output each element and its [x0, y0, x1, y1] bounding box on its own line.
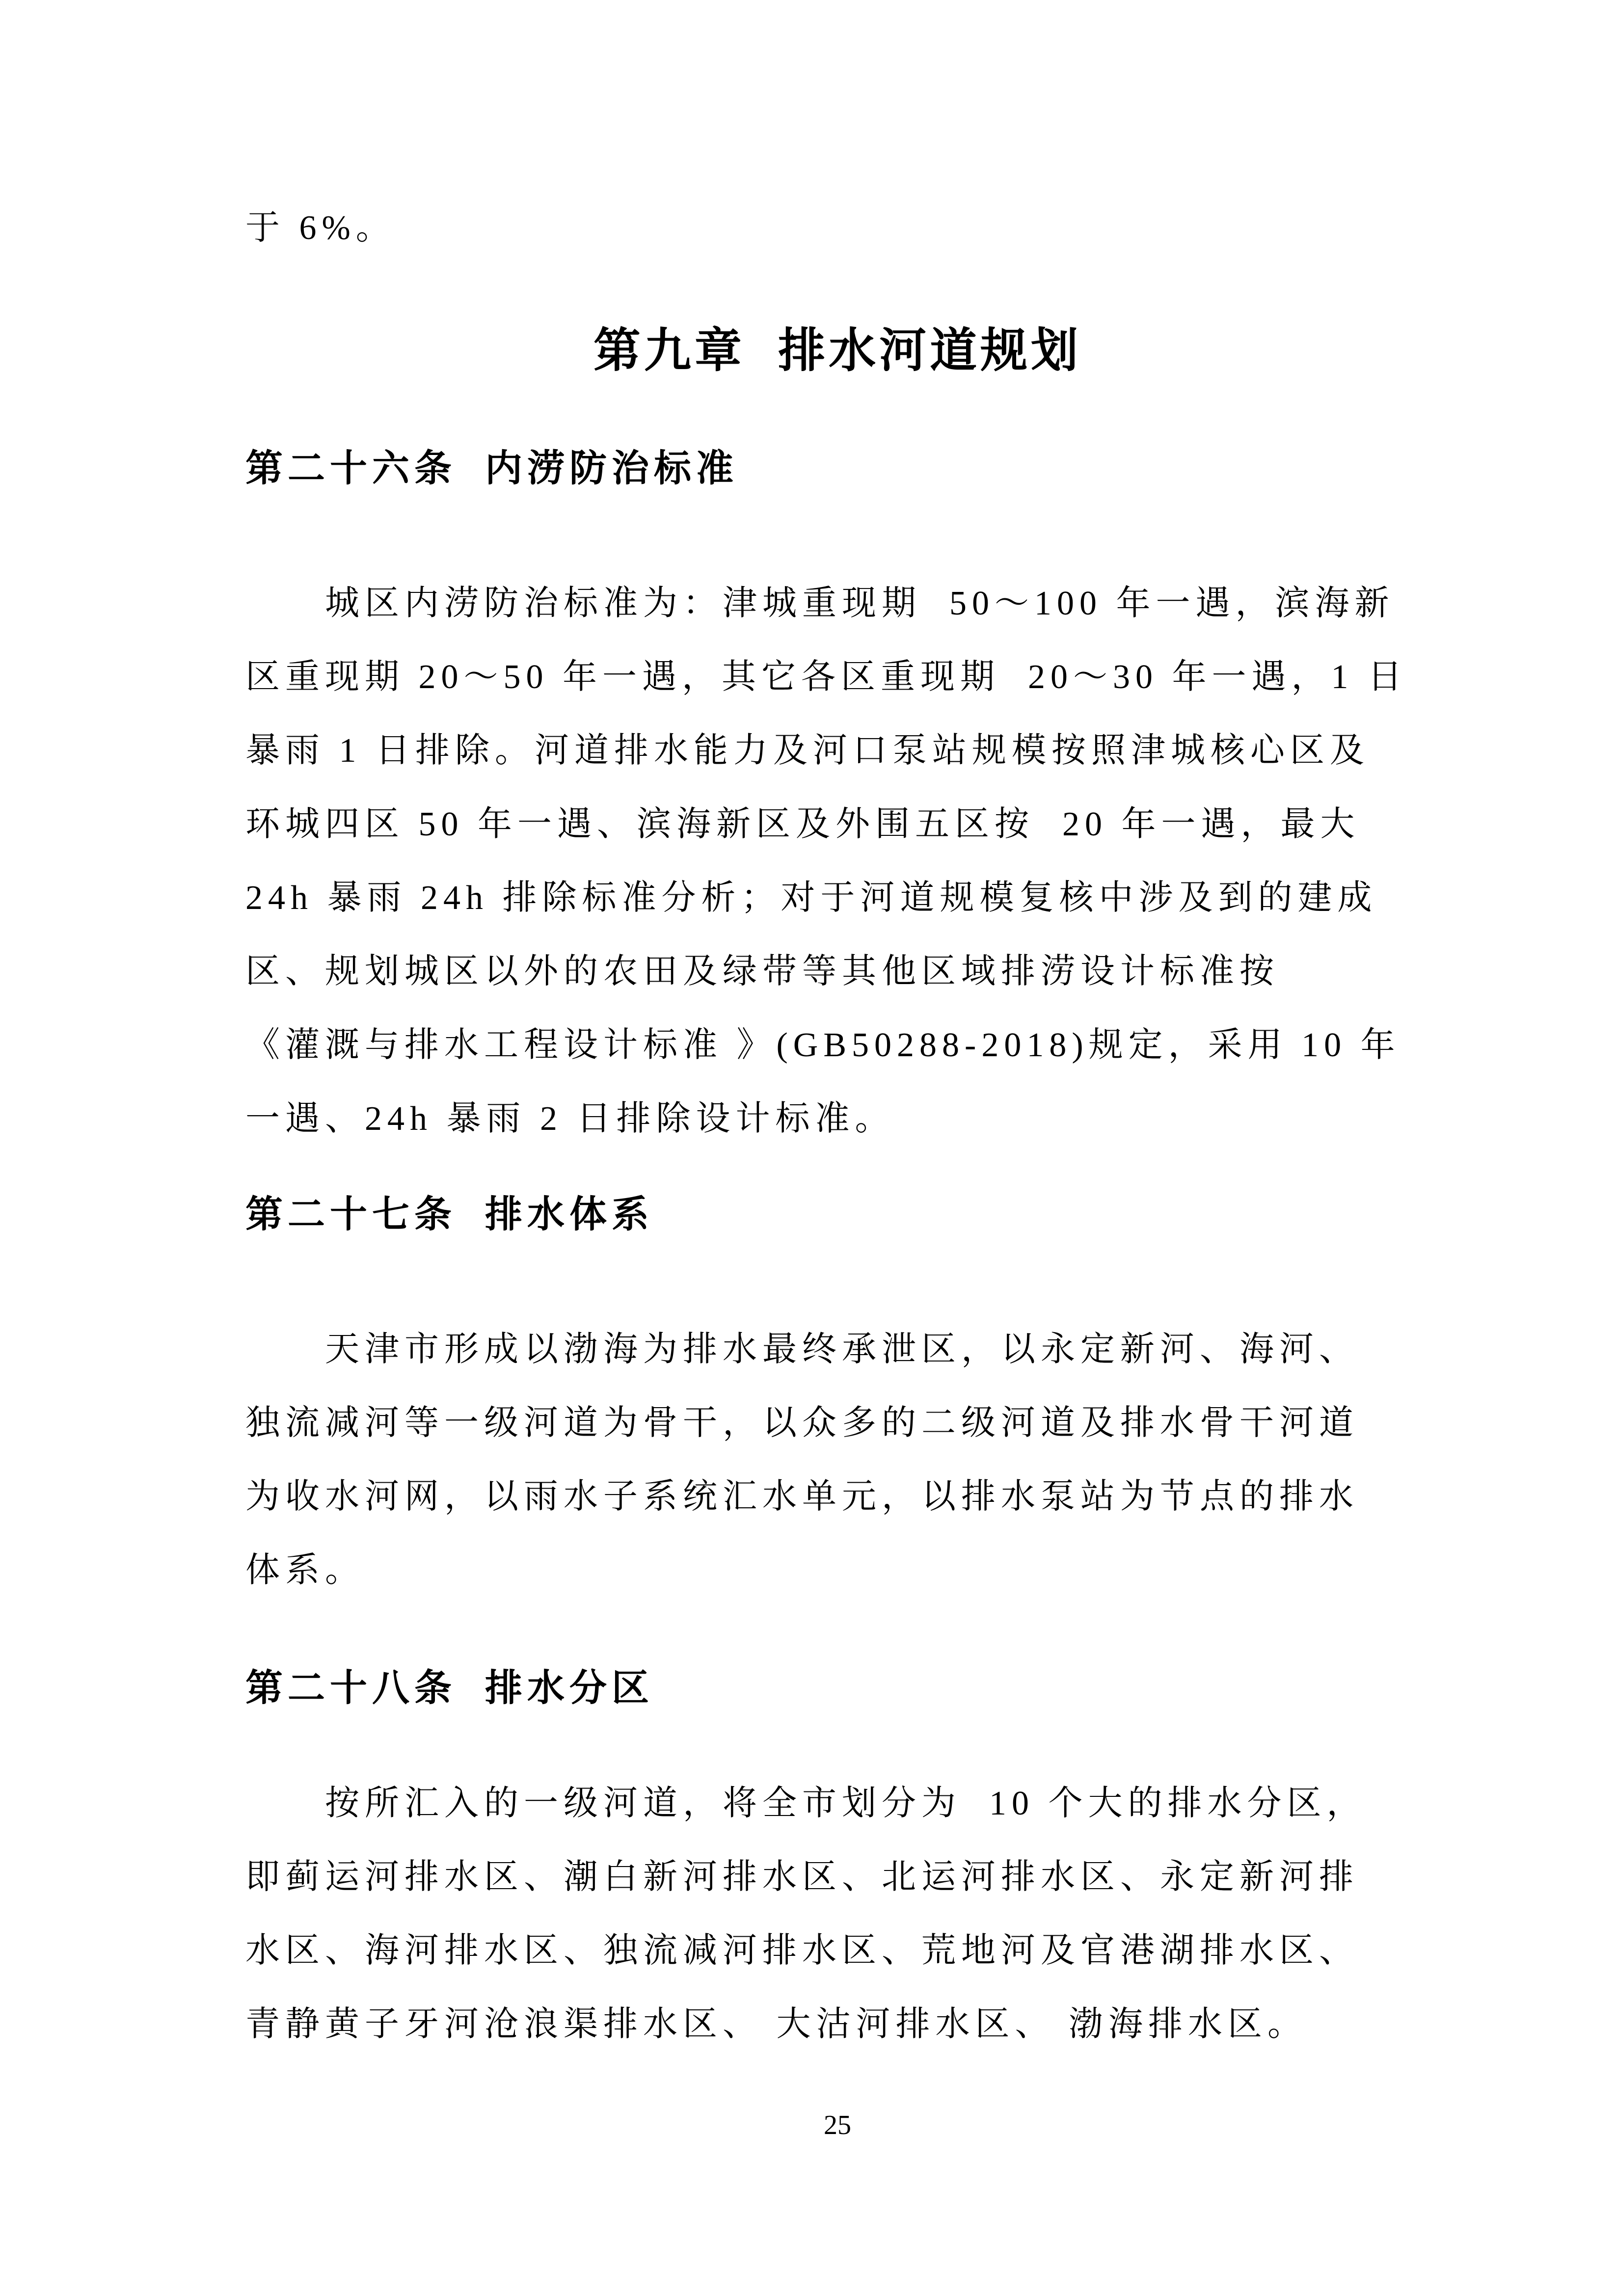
paragraph-line: 青静黄子牙河沧浪渠排水区、 大沽河排水区、 渤海排水区。	[245, 2005, 1307, 2043]
paragraph-line: 按所汇入的一级河道，将全市划分为 10 个大的排水分区，	[325, 1785, 1367, 1822]
paragraph-line: 区、规划城区以外的农田及绿带等其他区域排涝设计标准按	[245, 953, 1279, 990]
continuation-text: 于 6%。	[245, 209, 396, 247]
paragraph-line: 环城四区 50 年一遇、滨海新区及外围五区按 20 年一遇，最大	[245, 805, 1360, 843]
paragraph-line: 城区内涝防治标准为：津城重现期 50～100 年一遇，滨海新	[325, 585, 1395, 622]
paragraph-line: 天津市形成以渤海为排水最终承泄区，以永定新河、海河、	[325, 1331, 1359, 1368]
section-28-paragraph	[245, 1767, 1429, 2061]
paragraph-line: 24h 暴雨 24h 排除标准分析；对于河道规模复核中涉及到的建成	[245, 879, 1377, 917]
paragraph-line: 区重现期 20～50 年一遇，其它各区重现期 20～30 年一遇，1 日	[245, 658, 1407, 696]
section-heading-28: 第二十八条 排水分区	[245, 1668, 654, 1709]
paragraph-line: 即蓟运河排水区、潮白新河排水区、北运河排水区、永定新河排	[245, 1858, 1359, 1896]
paragraph-line: 体系。	[245, 1551, 365, 1589]
paragraph-line: 水区、海河排水区、独流减河排水区、荒地河及官港湖排水区、	[245, 1932, 1359, 1970]
section-27-paragraph	[245, 1313, 1429, 1607]
paragraph-line: 独流减河等一级河道为骨干，以众多的二级河道及排水骨干河道	[245, 1404, 1359, 1442]
section-26-paragraph	[245, 567, 1429, 1156]
paragraph-line: 暴雨 1 日排除。河道排水能力及河口泵站规模按照津城核心区及	[245, 732, 1370, 770]
paragraph-line: 一遇、24h 暴雨 2 日排除设计标准。	[245, 1100, 895, 1138]
paragraph-line: 《灌溉与排水工程设计标准 》(GB50288-2018)规定，采用 10 年	[245, 1026, 1401, 1064]
section-heading-27: 第二十七条 排水体系	[245, 1194, 654, 1235]
section-heading-26: 第二十六条 内涝防治标准	[245, 448, 738, 489]
page-number: 25	[824, 2110, 851, 2140]
chapter-heading: 第九章 排水河道规划	[593, 324, 1082, 377]
paragraph-line: 为收水河网，以雨水子系统汇水单元，以排水泵站为节点的排水	[245, 1478, 1359, 1516]
